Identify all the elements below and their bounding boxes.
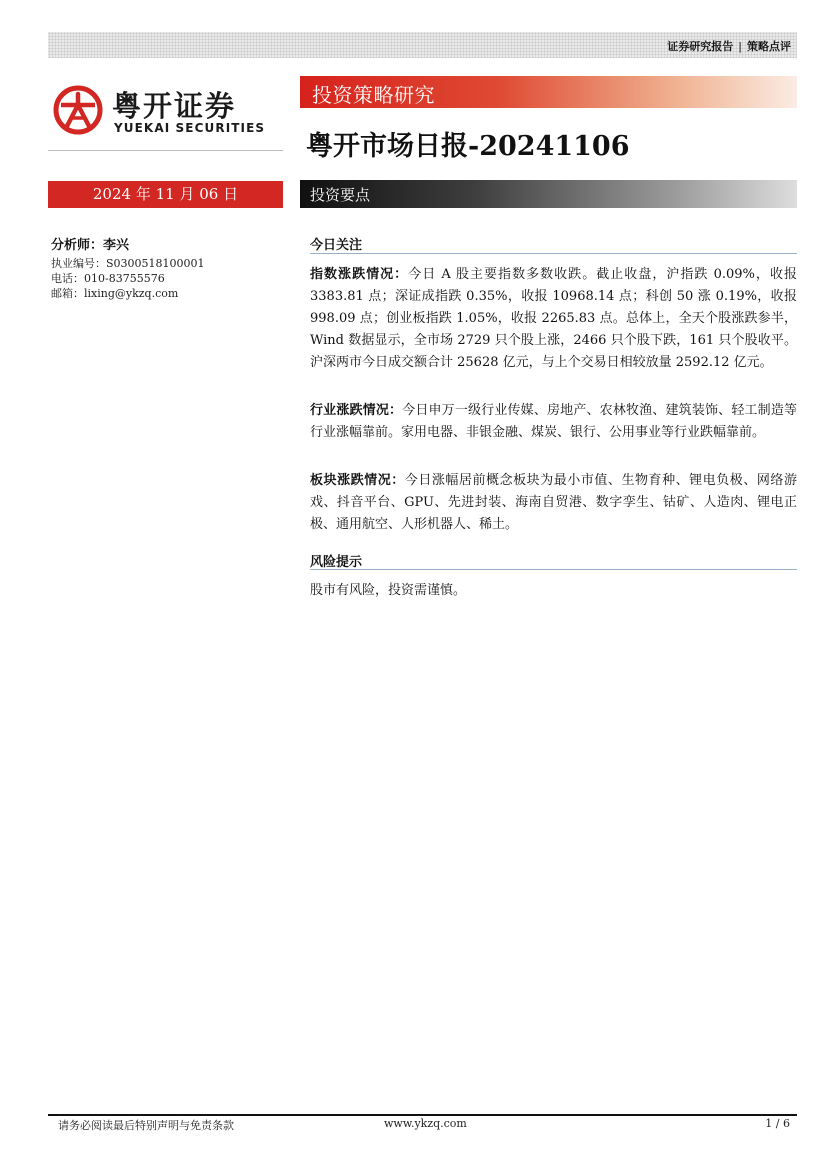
footer-disclaimer: 请务必阅读最后特别声明与免责条款 [58,1119,234,1132]
paragraph-lead: 指数涨跌情况： [310,267,409,282]
report-date: 2024 年 11 月 06 日 [48,181,283,208]
analyst-info [51,234,281,301]
section-heading-today: 今日关注 [310,238,363,253]
risk-text: 股市有风险，投资需谨慎。 [310,583,467,598]
analyst-license: 执业编号：S0300518100001 [51,257,205,270]
header-separator: | [738,40,742,53]
yuekai-logo-icon [52,84,104,136]
report-title: 粤开市场日报-20241106 [306,131,630,162]
paragraph-sector [310,470,797,536]
paragraph-lead: 行业涨跌情况： [310,403,403,418]
analyst-phone: 电话：010-83755576 [51,272,165,285]
paragraph-index [310,264,797,374]
report-type-label [667,38,791,54]
brand-name-en: YUEKAI SECURITIES [114,121,266,135]
report-type: 证券研究报告 [667,40,734,53]
analyst-email: 邮箱：lixing@ykzq.com [51,287,179,300]
paragraph-text: 今日申万一级行业传媒、房地产、农林牧渔、建筑装饰、轻工制造等行业涨幅靠前。家用电器、非银金融、煤炭、银行、公用事业等行业跌幅靠前。 [310,403,797,440]
section-rule-today [310,253,797,254]
paragraph-text: 今日 A 股主要指数多数收跌。截止收盘，沪指跌 0.09%，收报 3383.81 点；深证成指跌 0.35%，收报 10968.14 点；科创 50 涨 0.19%，收报 998.09 点；创业板指跌 1.05%，收报 2265.83 点。总体上，全天个股涨跌参半，Wind 数据显示，全市场 2729 只个股上涨，2466 只个股下跌，161 只个股收平。沪深两市今日成交额合计 25628 亿元，与上个交易日相较放量 2592.12 亿元。 [310,267,797,370]
paragraph-text: 今日涨幅居前概念板块为最小市值、生物育种、锂电负极、网络游戏、抖音平台、GPU、先进封装、海南自贸港、数字孪生、钴矿、人造肉、锂电正极、通用航空、人形机器人、稀土。 [310,473,797,532]
footer-divider [48,1114,797,1116]
section-heading-risk: 风险提示 [310,555,363,570]
paragraph-industry [310,400,797,444]
company-logo [52,84,282,136]
brand-name-cn: 粤开证券 [112,89,237,123]
category-label: 投资策略研究 [312,83,435,107]
section-rule-risk [310,569,797,570]
key-points-label: 投资要点 [310,186,371,204]
footer-website: www.ykzq.com [384,1117,467,1130]
logo-divider [48,150,283,151]
key-points-banner [300,180,797,208]
category-banner [300,76,797,108]
analyst-name: 分析师：李兴 [51,238,130,253]
header-bar [48,32,797,58]
report-subtype: 策略点评 [747,40,791,53]
paragraph-lead: 板块涨跌情况： [310,473,405,488]
page-number: 1 / 6 [765,1117,790,1130]
